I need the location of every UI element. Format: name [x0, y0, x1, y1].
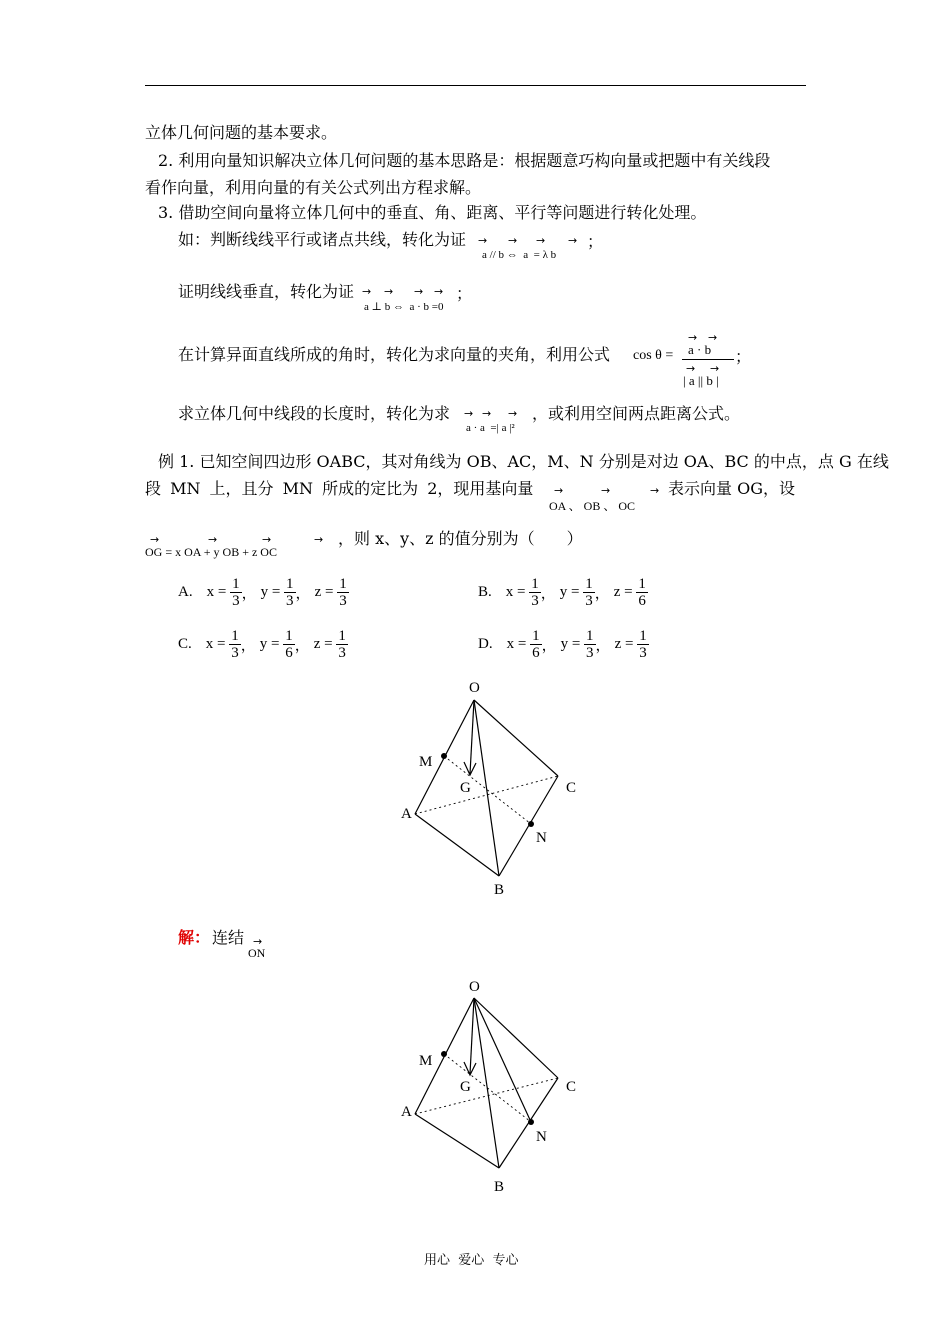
option-fraction-y: $\frac{1}{3}$	[585, 576, 593, 609]
label-c: C	[566, 1079, 577, 1095]
option-var-x: x =	[505, 584, 530, 600]
option-var-x: x =	[205, 636, 230, 652]
option-separator: ，	[294, 638, 310, 654]
item2-line1: 2. 利用向量知识解决立体几何问题的基本思路是：根据题意巧构向量或把题中有关线段	[158, 151, 771, 170]
option-a[interactable]	[178, 576, 349, 609]
parallel-arrows: → → → →	[478, 234, 578, 247]
parallel-text: 如：判断线线平行或诸点共线，转化为证	[178, 230, 467, 249]
option-var-y: y =	[259, 636, 284, 652]
label-o: O	[469, 979, 480, 995]
option-var-y: y =	[560, 636, 585, 652]
option-label: C.	[178, 635, 192, 652]
option-separator: ，	[241, 586, 257, 602]
solution-label: 解：	[178, 928, 211, 947]
segment-mn	[444, 756, 531, 824]
label-b: B	[494, 1179, 505, 1195]
label-m: M	[419, 1053, 433, 1069]
label-b: B	[494, 882, 505, 898]
option-fraction-y: $\frac{1}{3}$	[586, 628, 594, 661]
option-var-z: z =	[314, 584, 338, 600]
option-fraction-x: $\frac{1}{3}$	[232, 576, 240, 609]
option-c[interactable]	[178, 628, 348, 661]
problem-line2-b: 表示向量 OG，设	[668, 479, 795, 498]
label-n: N	[536, 1129, 547, 1145]
edge-ab	[415, 1114, 499, 1168]
solution-text: 连结	[212, 928, 245, 947]
edge-ob	[474, 998, 499, 1168]
point-n	[528, 1119, 534, 1125]
angle-numerator: a · b	[688, 342, 712, 357]
option-separator: ，	[540, 586, 556, 602]
option-separator: ，	[240, 638, 256, 654]
option-fraction-y: $\frac{1}{3}$	[286, 576, 294, 609]
angle-lhs: cos θ =	[633, 348, 674, 363]
option-separator: ，	[295, 586, 311, 602]
perp-text: 证明线线垂直，转化为证	[178, 282, 355, 301]
parallel-formula: a // b ⇔ a = λ b	[482, 249, 557, 261]
edge-bc	[499, 776, 558, 876]
option-fraction-z: $\frac{1}{6}$	[638, 576, 646, 609]
point-m	[441, 753, 447, 759]
edge-ac	[415, 776, 558, 814]
label-c: C	[566, 780, 577, 796]
page-footer: 用心 爱心 专心	[424, 1253, 519, 1268]
perp-tail: ；	[456, 284, 473, 303]
option-var-y: y =	[260, 584, 285, 600]
parallel-tail: ；	[587, 232, 604, 251]
problem-line1: 例 1. 已知空间四边形 OABC，其对角线为 OB、AC，M、N 分别是对边 OA、BC 的中点，点 G 在线	[158, 452, 889, 471]
option-fraction-x: $\frac{1}{6}$	[532, 628, 540, 661]
intro-line1: 立体几何问题的基本要求。	[145, 123, 338, 142]
vector-og	[470, 998, 474, 1074]
label-a: A	[401, 1104, 412, 1120]
header-rule	[145, 85, 806, 86]
option-fraction-z: $\frac{1}{3}$	[339, 576, 347, 609]
perp-formula: a ⊥ b ⇔ a · b =0	[364, 301, 444, 313]
option-separator: ，	[594, 586, 610, 602]
item3: 3. 借助空间向量将立体几何中的垂直、角、距离、平行等问题进行转化处理。	[158, 203, 707, 222]
option-fraction-z: $\frac{1}{3}$	[639, 628, 647, 661]
label-m: M	[419, 754, 433, 770]
item2-line2: 看作向量，利用向量的有关公式列出方程求解。	[145, 178, 482, 197]
option-separator: ，	[541, 638, 557, 654]
label-a: A	[401, 806, 412, 822]
label-g: G	[460, 1079, 471, 1095]
option-d[interactable]	[478, 628, 649, 661]
tetrahedron-figure-1	[390, 670, 600, 900]
vector-og	[470, 700, 474, 774]
option-fraction-z: $\frac{1}{3}$	[338, 628, 346, 661]
length-tail: ，或利用空间两点距离公式。	[532, 404, 741, 423]
option-fraction-x: $\frac{1}{3}$	[531, 576, 539, 609]
length-formula: a · a =| a |²	[466, 422, 515, 434]
edge-oc	[474, 700, 558, 776]
option-var-z: z =	[313, 636, 337, 652]
option-label: D.	[478, 635, 493, 652]
angle-tail: ；	[735, 347, 752, 366]
label-n: N	[536, 830, 547, 846]
on-arrow: →	[253, 935, 263, 948]
problem-line2-a: 段 MN 上，且分 MN 所成的定比为 2，现用基向量	[145, 479, 534, 498]
point-m	[441, 1051, 447, 1057]
option-fraction-y: $\frac{1}{6}$	[285, 628, 293, 661]
angle-text: 在计算异面直线所成的角时，转化为求向量的夹角，利用公式	[178, 345, 611, 364]
solution-vector: ON	[248, 946, 266, 960]
perp-arrows: → → → →	[362, 285, 444, 298]
option-var-z: z =	[614, 636, 638, 652]
angle-denominator: | a || b |	[683, 373, 719, 388]
length-text: 求立体几何中线段的长度时，转化为求	[178, 404, 451, 423]
label-g: G	[460, 780, 471, 796]
basis-vectors: OA 、 OB 、 OC	[549, 499, 636, 513]
option-var-x: x =	[506, 636, 531, 652]
option-fraction-x: $\frac{1}{3}$	[231, 628, 239, 661]
edge-ab	[415, 814, 499, 876]
option-label: B.	[478, 583, 492, 600]
option-var-z: z =	[613, 584, 637, 600]
tetrahedron-figure-2	[390, 970, 600, 1200]
option-label: A.	[178, 583, 193, 600]
problem-line3-b: ，则 x、y、z 的值分别为（ ）	[338, 529, 583, 548]
label-o: O	[469, 680, 480, 696]
edge-ob	[474, 700, 499, 876]
option-var-y: y =	[559, 584, 584, 600]
point-n	[528, 821, 534, 827]
option-separator: ，	[595, 638, 611, 654]
edge-oc	[474, 998, 558, 1078]
option-b[interactable]	[478, 576, 648, 609]
option-var-x: x =	[206, 584, 231, 600]
og-formula: OG = x OA + y OB + z OC	[145, 545, 277, 559]
angle-fraction-bar	[682, 359, 734, 360]
